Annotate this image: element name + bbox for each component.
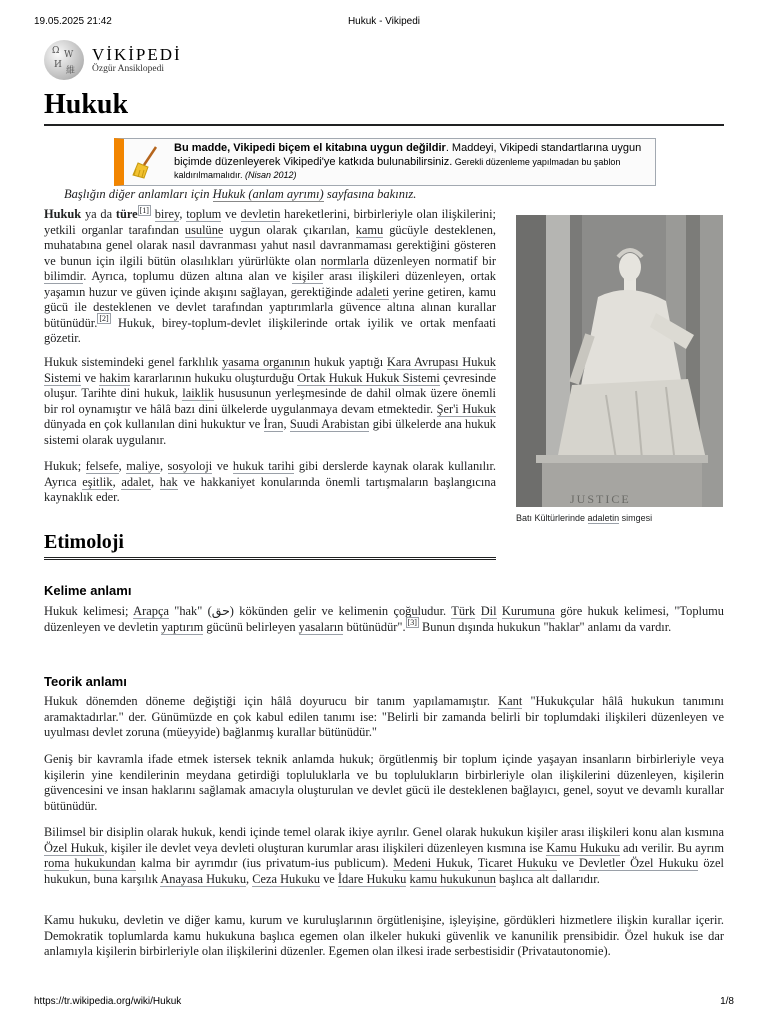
figure-caption: Batı Kültürlerinde adaletin simgesi (516, 513, 653, 523)
teorik-paragraph-1: Hukuk dönemden döneme değiştiği için hâlâ doyurucu bir tanım yapılamamıştır. Kant "Hukukçular hâlâ hukukun tanımını aramaktadırlar." der. Günümüzde en çok kabul edilen tanımı ise: "Belirli bir zamanda belirli bir toplumdaki ilişkileri düzenleyen ve uyulması devlet zoruna (müeyyide) bağlanmış kurallar bütünüdür." (44, 694, 724, 739)
section-heading-etimoloji: Etimoloji (44, 530, 496, 560)
print-url: https://tr.wikipedia.org/wiki/Hukuk (34, 996, 182, 1007)
print-footer (34, 996, 734, 1010)
intro-paragraph-2: Hukuk sistemindeki genel farklılık yasama organının hukuk yaptığı Kara Avrupası Hukuk Sistemi ve hakim kararlarının hukuku oluşturduğu Ortak Hukuk Hukuk Sistemi çevresinde oluşur. Tarihte dini hukuk, laiklik hususunun yerleşmesinde de dahil olmak üzere önemli bir rol oynamıştır ve hâlâ bazı dini ülkelerde uygulanmaya devam etmektedir. Şer'i Hukuk dünyada en çok kullanılan dini hukuktur ve İran, Suudi Arabistan gibi ülkelerde ana hukuk sistemi olarak uygulanır. (44, 355, 496, 447)
link-adaleti[interactable]: adaleti (356, 284, 390, 299)
link-yasalarin[interactable]: yasaların (298, 619, 344, 634)
justice-statue-image[interactable] (516, 215, 723, 507)
link-usulune[interactable]: usulüne (184, 222, 224, 237)
logo-tagline: Özgür Ansiklopedi (92, 63, 165, 74)
link-hakim[interactable]: hakim (99, 370, 131, 385)
link-kurumuna[interactable]: Kurumuna (501, 604, 555, 618)
link-kamu-hukukunun[interactable]: kamu hukukunun (409, 871, 496, 886)
link-ticaret-hukuku[interactable]: Ticaret Hukuku (477, 856, 558, 870)
subsection-heading-teorik: Teorik anlamı (44, 674, 127, 689)
teorik-paragraph-4: Kamu hukuku, devletin ve diğer kamu, kurum ve kuruluşlarının örgütlenişine, işleyişine, gördükleri hizmetlere ilişkin kurallar içerir. Demokratik toplumlarda kamu hukukuna başlıca egemen olan ilkeler hukuki güvenlik ve kanunilik prensibidir. Özel hukuk ise dar anlamıyla kişilerin birbirleriyle olan ilişkilerini düzenler. Egemen olan ilkesi irade serbestisidir (Privatautonomie). (44, 913, 724, 958)
intro-paragraph-1: Hukuk ya da türe [1] birey, toplum ve devletin hareketlerini, birbirleriyle olan ilişkilerini; yetkili organlar tarafından usulüne uygun olarak çıkarılan, kamu gücüyle desteklenen, muhatabına genel olarak nasıl davranması yahut nasıl davranmaması gerektiğini gösteren ve bunun için ilgili bütün olasılıkları yürürlükte olan normlarla düzenleyen normatif bir bilimdir. Ayrıca, toplumu düzen altına alan ve kişiler arası ilişkileri düzenleyen, ortak yaşamın huzur ve güven içinde akışını sağlayan, gerektiğinde adaleti yerine getiren, kamu gücü ile desteklenen ve devlet tarafından yaptırımlarla güvence altına alınan kurallar bütünüdür. [2] Hukuk, birey-toplum-devlet ilişkilerinde ortak iyilik ve ortak menfaati gözetir. (44, 205, 497, 345)
style-warning-box: Bu madde, Vikipedi biçem el kitabına uygun değildir. Maddeyi, Vikipedi standartlarına uygun biçimde düzenleyerek Vikipedi'ye katkıda bulunabilirsiniz. Gerekli düzenleme yapılmadan bu şablon kaldırılmamalıdır. (Nisan 2012) (114, 138, 656, 186)
link-adalet[interactable]: adalet (121, 474, 151, 489)
page-title: Hukuk (44, 88, 724, 126)
link-dil[interactable]: Dil (480, 604, 497, 618)
link-turk[interactable]: Türk (451, 604, 476, 618)
subsection-heading-kelime: Kelime anlamı (44, 583, 132, 598)
link-laiklik[interactable]: laiklik (182, 386, 214, 400)
link-seri-hukuk[interactable]: Şer'i Hukuk (436, 401, 496, 416)
link-idare-hukuku[interactable]: İdare Hukuku (337, 871, 407, 886)
link-adaletin[interactable]: adaletin (587, 513, 620, 523)
globe-icon: Ω W И 維 (44, 40, 84, 80)
link-kamu[interactable]: kamu (355, 222, 384, 237)
link-kara-avrupasi[interactable]: Kara Avrupası Hukuk Sistemi (44, 355, 496, 385)
link-iran[interactable]: İran (263, 417, 284, 431)
print-datetime: 19.05.2025 21:42 (34, 16, 112, 27)
disambiguation-link[interactable]: Hukuk (anlam ayrımı) (212, 187, 324, 201)
wikipedia-logo[interactable] (44, 40, 182, 80)
link-birey[interactable]: birey (154, 207, 180, 221)
broom-icon (124, 139, 170, 179)
link-felsefe[interactable]: felsefe (85, 459, 119, 473)
statue-inscription: JUSTICE (570, 492, 631, 506)
link-normlarla[interactable]: normlarla (320, 253, 369, 268)
link-ozel-hukuk[interactable]: Özel Hukuk (44, 840, 105, 855)
ref-link[interactable]: [3] (407, 618, 417, 628)
link-yaptirim[interactable]: yaptırım (161, 619, 204, 634)
link-arapca[interactable]: Arapça (133, 604, 169, 618)
link-kant[interactable]: Kant (498, 694, 523, 708)
link-kisiler[interactable]: kişiler (292, 269, 324, 283)
ref-link[interactable]: [2] (99, 314, 109, 324)
print-header (34, 16, 734, 30)
hatnote: Başlığın diğer anlamları için Hukuk (anlam ayrımı) sayfasına bakınız. (64, 187, 417, 201)
kelime-paragraph: Hukuk kelimesi; Arapça "hak" (حق) kökünden gelir ve kelimenin çoğuludur. Türk Dil Kurumuna göre hukuk kelimesi, "Toplumu düzenleyen ve devletin yaptırım gücünü belirleyen yasaların bütünüdür". [3] Bunun dışında hukukun "haklar" anlamı da vardır. (44, 604, 724, 634)
link-bilimdir[interactable]: bilimdir (44, 269, 84, 283)
link-devletler-ozel-hukuku[interactable]: Devletler Özel Hukuku (578, 856, 699, 870)
link-medeni-hukuk[interactable]: Medeni Hukuk (393, 856, 470, 870)
link-devletin[interactable]: devletin (240, 207, 281, 221)
link-kamu-hukuku[interactable]: Kamu Hukuku (546, 840, 620, 855)
link-esitlik[interactable]: eşitlik (82, 474, 113, 489)
logo-name: VİKİPEDİ (92, 44, 182, 64)
link-ceza-hukuku[interactable]: Ceza Hukuku (252, 871, 321, 886)
link-anayasa-hukuku[interactable]: Anayasa Hukuku (160, 871, 247, 886)
link-ortak-hukuk[interactable]: Ortak Hukuk Hukuk Sistemi (297, 370, 440, 385)
link-toplum[interactable]: toplum (186, 207, 222, 221)
justice-statue-figure (516, 215, 723, 523)
link-hukukundan[interactable]: hukukundan (74, 856, 136, 870)
intro-paragraph-3: Hukuk; felsefe, maliye, sosyoloji ve hukuk tarihi gibi derslerde kaynak olarak kullanılır. Ayrıca eşitlik, adalet, hak ve hakkaniyet konularında önemli tartışmaların başlangıcına kaynaklık eder. (44, 459, 497, 504)
teorik-paragraph-2: Geniş bir kavramla ifade etmek istersek teknik anlamda hukuk; örgütlenmiş bir toplum içinde yaşayan insanların birbirleriyle veya kişilerin yine kendilerinin meydana getirdiği topluluklarla ve bu toplulukların birbirleriyle olan ilişkilerini düzenleyen, kişilerin güvencesini ve insan haklarını sağlamak amacıyla oluşturulan ve devlet gücü ile desteklenen bağlayıcı, genel, soyut ve devamlı kurallar bütünüdür. (44, 752, 724, 813)
link-hak[interactable]: hak (159, 474, 178, 489)
print-page-title: Hukuk - Vikipedi (347, 16, 421, 27)
link-sosyoloji[interactable]: sosyoloji (167, 459, 213, 473)
warning-bold: Bu madde, Vikipedi biçem el kitabına uygun değildir (174, 142, 446, 154)
link-roma[interactable]: roma (44, 856, 70, 870)
teorik-paragraph-3: Bilimsel bir disiplin olarak hukuk, kendi içinde temel olarak ikiye ayrılır. Genel olarak hukukun kişiler arası ilişkileri konu alan kısmına Özel Hukuk, kişiler ile devlet veya devleti oluşturan kurumlar arası ilişkileri düzenleyen kısmına ise Kamu Hukuku adı verilir. Bu ayrım roma hukukundan kalma bir ayrımdır (ius privatum-ius publicum). Medeni Hukuk, Ticaret Hukuku ve Devletler Özel Hukuku özel hukukun, buna karşılık Anayasa Hukuku, Ceza Hukuku ve İdare Hukuku kamu hukukunun başlıca alt dallarıdır. (44, 825, 724, 886)
link-maliye[interactable]: maliye (126, 459, 160, 473)
link-suudi-arabistan[interactable]: Suudi Arabistan (289, 417, 370, 431)
print-page-number: 1/8 (720, 996, 734, 1007)
ref-link[interactable]: [1] (139, 205, 149, 215)
link-yasama-organi[interactable]: yasama organının (222, 355, 311, 369)
link-hukuk-tarihi[interactable]: hukuk tarihi (232, 459, 295, 473)
